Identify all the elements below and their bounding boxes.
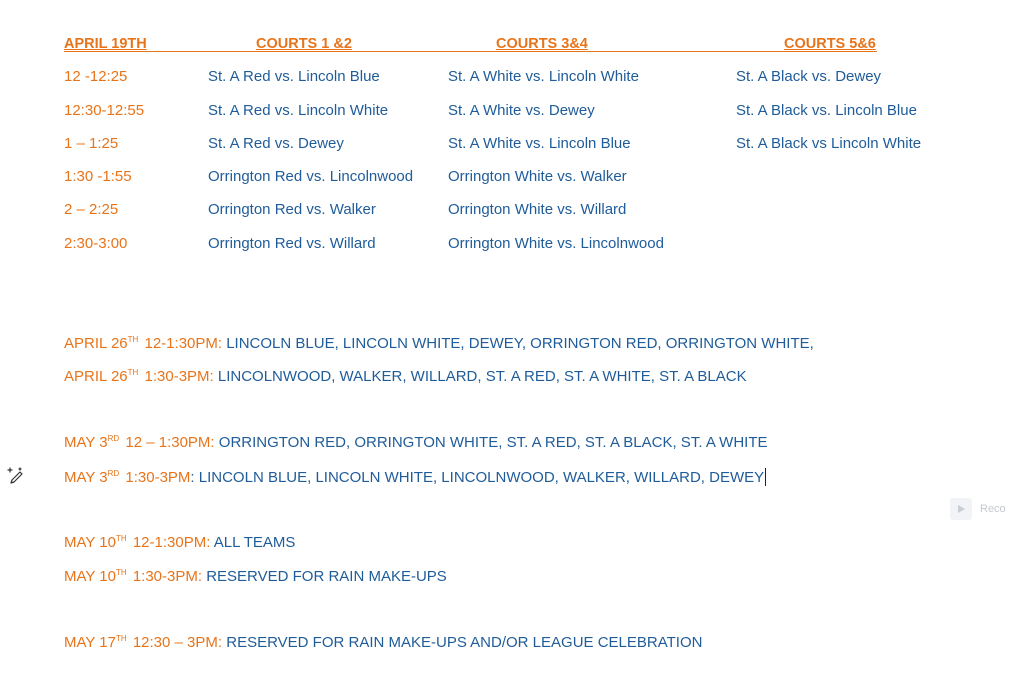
table-row — [0, 235, 1010, 255]
row-time: 2:30-3:00 — [64, 235, 128, 252]
line-date-suffix: RD — [107, 469, 120, 478]
schedule-line — [64, 634, 702, 651]
row-courts-1-2: St. A Red vs. Lincoln Blue — [208, 68, 380, 85]
table-row — [0, 68, 1010, 88]
line-date-suffix: TH — [115, 634, 127, 643]
row-courts-1-2: Orrington Red vs. Lincolnwood — [208, 168, 414, 185]
line-date: MAY 17 — [64, 634, 116, 651]
header-courts-3-4: COURTS 3&4 — [496, 36, 588, 52]
schedule-line — [64, 434, 768, 451]
table-row — [0, 201, 1010, 221]
row-courts-3-4: Orrington White vs. Lincolnwood — [448, 235, 664, 252]
line-date: MAY 10 — [64, 568, 116, 585]
header-courts-1-2: COURTS 1 &2 — [256, 36, 352, 52]
table-row — [0, 168, 1010, 188]
line-teams: : LINCOLN BLUE, LINCOLN WHITE, LINCOLNWOOD, WALKER, WILLARD, DEWEY — [190, 469, 765, 486]
recording-label: Reco — [980, 503, 1006, 515]
row-courts-1-2: St. A Red vs. Lincoln White — [208, 102, 389, 119]
table-header — [64, 36, 877, 52]
line-date: APRIL 26 — [64, 368, 128, 385]
header-courts-5-6: COURTS 5&6 — [784, 36, 876, 52]
magic-pen-icon[interactable] — [6, 465, 26, 485]
row-time: 2 – 2:25 — [64, 201, 119, 218]
row-courts-3-4: Orrington White vs. Willard — [448, 201, 627, 218]
line-teams: RESERVED FOR RAIN MAKE-UPS — [206, 568, 447, 585]
line-date-suffix: TH — [127, 335, 139, 344]
recording-play-button[interactable] — [950, 498, 972, 520]
text-cursor — [765, 468, 766, 486]
row-courts-1-2: St. A Red vs. Dewey — [208, 135, 344, 152]
line-date-suffix: TH — [127, 368, 139, 377]
row-courts-5-6: St. A Black vs. Lincoln Blue — [736, 102, 917, 119]
row-courts-3-4: St. A White vs. Dewey — [448, 102, 595, 119]
row-courts-5-6: St. A Black vs Lincoln White — [736, 135, 922, 152]
line-date-suffix: TH — [115, 534, 127, 543]
row-courts-1-2: Orrington Red vs. Willard — [208, 235, 376, 252]
line-teams: ORRINGTON RED, ORRINGTON WHITE, ST. A RED, ST. A BLACK, ST. A WHITE — [218, 434, 768, 451]
row-time: 12 -12:25 — [64, 68, 128, 85]
table-row — [0, 102, 1010, 122]
line-date-suffix: RD — [107, 434, 120, 443]
schedule-line — [64, 368, 747, 385]
table-row — [0, 135, 1010, 155]
row-courts-3-4: St. A White vs. Lincoln White — [448, 68, 639, 85]
line-date-suffix: TH — [115, 568, 127, 577]
line-date: APRIL 26 — [64, 335, 128, 352]
row-courts-5-6: St. A Black vs. Dewey — [736, 68, 882, 85]
line-teams: RESERVED FOR RAIN MAKE-UPS AND/OR LEAGUE CELEBRATION — [226, 634, 703, 651]
line-time: 12 – 1:30PM: — [125, 434, 215, 451]
row-time: 1:30 -1:55 — [64, 168, 132, 185]
line-time: 1:30-3PM: — [144, 368, 214, 385]
header-date: APRIL 19TH — [64, 36, 147, 52]
line-time: 12:30 – 3PM: — [132, 634, 223, 651]
schedule-line — [64, 568, 447, 585]
row-time: 12:30-12:55 — [64, 102, 145, 119]
line-teams: LINCOLNWOOD, WALKER, WILLARD, ST. A RED, ST. A WHITE, ST. A BLACK — [217, 368, 747, 385]
row-courts-1-2: Orrington Red vs. Walker — [208, 201, 376, 218]
schedule-line[interactable] — [64, 468, 766, 486]
line-date: MAY 3 — [64, 469, 108, 486]
line-teams: ALL TEAMS — [213, 534, 296, 551]
line-time: 12-1:30PM: — [132, 534, 211, 551]
row-courts-3-4: Orrington White vs. Walker — [448, 168, 627, 185]
schedule-line — [64, 534, 295, 551]
row-time: 1 – 1:25 — [64, 135, 119, 152]
schedule-line — [64, 335, 814, 352]
line-date: MAY 10 — [64, 534, 116, 551]
line-date: MAY 3 — [64, 434, 108, 451]
row-courts-3-4: St. A White vs. Lincoln Blue — [448, 135, 631, 152]
line-time: 1:30-3PM — [125, 469, 191, 486]
line-time: 1:30-3PM: — [132, 568, 203, 585]
line-teams: LINCOLN BLUE, LINCOLN WHITE, DEWEY, ORRINGTON RED, ORRINGTON WHITE, — [226, 335, 814, 352]
line-time: 12-1:30PM: — [144, 335, 223, 352]
